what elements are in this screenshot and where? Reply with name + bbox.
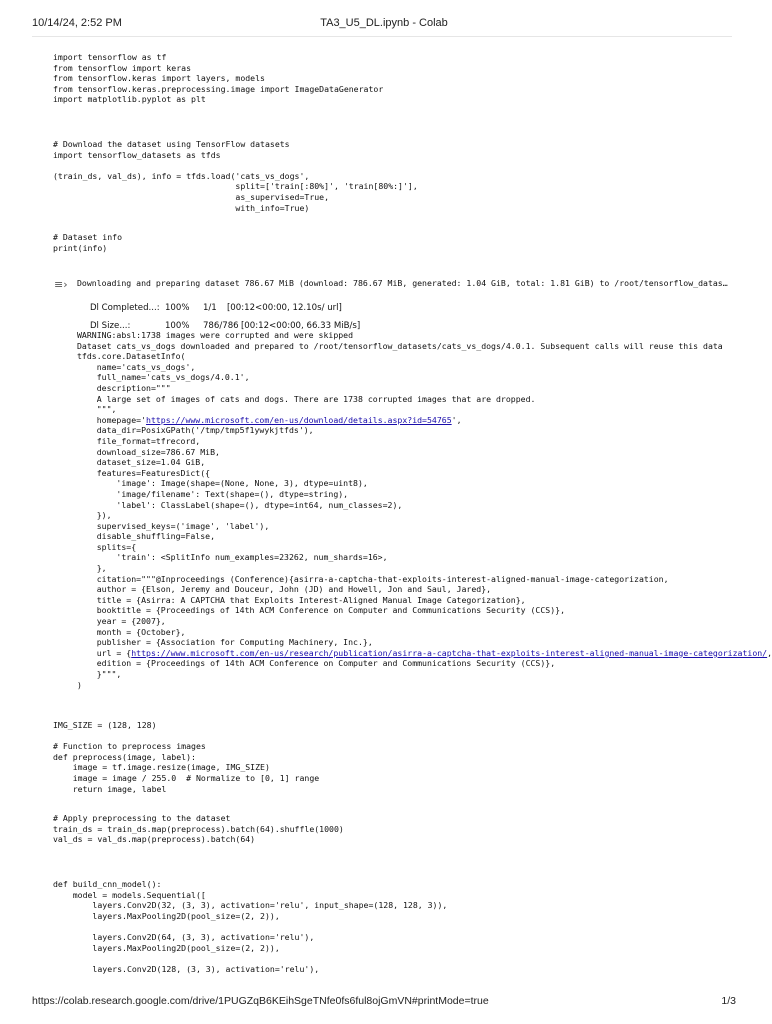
print-footer <box>0 995 768 1015</box>
code-cell-download-dataset[interactable]: # Download the dataset using TensorFlow datasets import tensorflow_datasets as tfds (train_ds, val_ds), info = tfds.load('cats_vs_dogs', split=['train[:80%]', 'train[80%:]'], as_supervised=True, with_info=True) <box>53 139 418 213</box>
progress-label: Dl Completed...: <box>89 303 160 313</box>
progress-timing: [00:12<00:00, 66.33 MiB/s] <box>240 321 361 331</box>
code-cell-preprocess[interactable]: IMG_SIZE = (128, 128) # Function to preprocess images def preprocess(image, label): image = tf.image.resize(image, IMG_SIZE) image = image / 255.0 # Normalize to [0, 1] range return image, label <box>53 720 320 794</box>
header-divider <box>32 36 732 37</box>
progress-count: 786/786 <box>202 321 239 331</box>
citation-url-link[interactable]: https://www.microsoft.com/en-us/research/publication/asirra-a-captcha-that-exploits-interest-aligned-manual-image-categorization/ <box>131 647 768 658</box>
progress-percent: 100% <box>164 303 190 313</box>
info-text-pre: WARNING:absl:1738 images were corrupted and were skipped Dataset cats_vs_dogs downloaded and prepared to /root/tensorflow_datasets/cats_vs_dogs/4.0.1. Subsequent calls will reuse this data tfds.core.DatasetInfo( name='cats_vs_dogs', full_name='cats_vs_dogs/4.0.1', description=""" A large set of images of cats and dogs. There are 1738 corrupted images that are dropped. """, homepage=' <box>77 330 723 425</box>
progress-timing: [00:12<00:00, 12.10s/ url] <box>226 303 342 313</box>
code-cell-build-model[interactable]: def build_cnn_model(): model = models.Sequential([ layers.Conv2D(32, (3, 3), activation='relu', input_shape=(128, 128, 3)), layers.MaxPooling2D(pool_size=(2, 2)), layers.Conv2D(64, (3, 3), activation='relu'), layers.MaxPooling2D(pool_size=(2, 2)), layers.Conv2D(128, (3, 3), activation='relu'), <box>53 879 448 974</box>
progress-count: 1/1 <box>202 303 217 313</box>
download-status-text: Downloading and preparing dataset 786.67 MiB (download: 786.67 MiB, generated: 1.04 GiB, total: 1.81 GiB) to /root/tensorflow_datas… <box>77 278 728 288</box>
print-date: 10/14/24, 2:52 PM <box>32 17 122 29</box>
notebook-title: TA3_U5_DL.ipynb - Colab <box>320 17 448 29</box>
homepage-link[interactable]: https://www.microsoft.com/en-us/download/details.aspx?id=54765 <box>146 414 452 425</box>
dataset-info-output <box>77 330 772 690</box>
progress-label: Dl Size...: <box>89 321 131 331</box>
info-text-post: , edition = {Proceedings of 14th ACM Conference on Computer and Communications Security (CCS)}, }""", ) <box>77 647 772 690</box>
code-cell-dataset-info[interactable]: # Dataset info print(info) <box>53 232 123 253</box>
code-cell-imports[interactable]: import tensorflow as tf from tensorflow import keras from tensorflow.keras import layers, models from tensorflow.keras.preprocessing.image import ImageDataGenerator import matplotlib.pyplot as plt <box>53 52 384 105</box>
cell-output <box>77 277 772 690</box>
code-cell-apply-preprocessing[interactable]: # Apply preprocessing to the dataset train_ds = train_ds.map(preprocess).batch(64).shuffle(1000) val_ds = val_ds.map(preprocess).batch(64) <box>53 813 344 845</box>
print-url: https://colab.research.google.com/drive/1PUGZqB6KEihSgeTNfe0fs6ful8ojGmVN#printMode=true <box>32 995 489 1007</box>
output-menu-icon[interactable]: ≡› <box>54 278 68 291</box>
page-number: 1/3 <box>721 995 736 1007</box>
info-text-mid: ', data_dir=PosixGPath('/tmp/tmp5f1ywykjtfds'), file_format=tfrecord, download_size=786.67 MiB, dataset_size=1.04 GiB, features=FeaturesDict({ 'image': Image(shape=(None, None, 3), dtype=uint8), 'image/filename': Text(shape=(), dtype=string), 'label': ClassLabel(shape=(), dtype=int64, num_classes=2), }), supervised_keys=('image', 'label'), disable_shuffling=False, splits={ 'train': <SplitInfo num_examples=23262, num_shards=16>, }, citation="""@Inproceedings (Conference){asirra-a-captcha-that-exploits-interest-aligned-manual-image-categorization, author = {Elson, Jeremy and Douceur, John (JD) and Howell, Jon and Saul, Jared}, title = {Asirra: A CAPTCHA that Exploits Interest-Aligned Manual Image Categorization}, booktitle = {Proceedings of 14th ACM Conference on Computer and Communications Security (CCS)}, year = {2007}, month = {October}, publisher = {Association for Computing Machinery, Inc.}, url = { <box>96 414 669 658</box>
print-header <box>0 0 768 34</box>
progress-percent: 100% <box>164 321 190 331</box>
